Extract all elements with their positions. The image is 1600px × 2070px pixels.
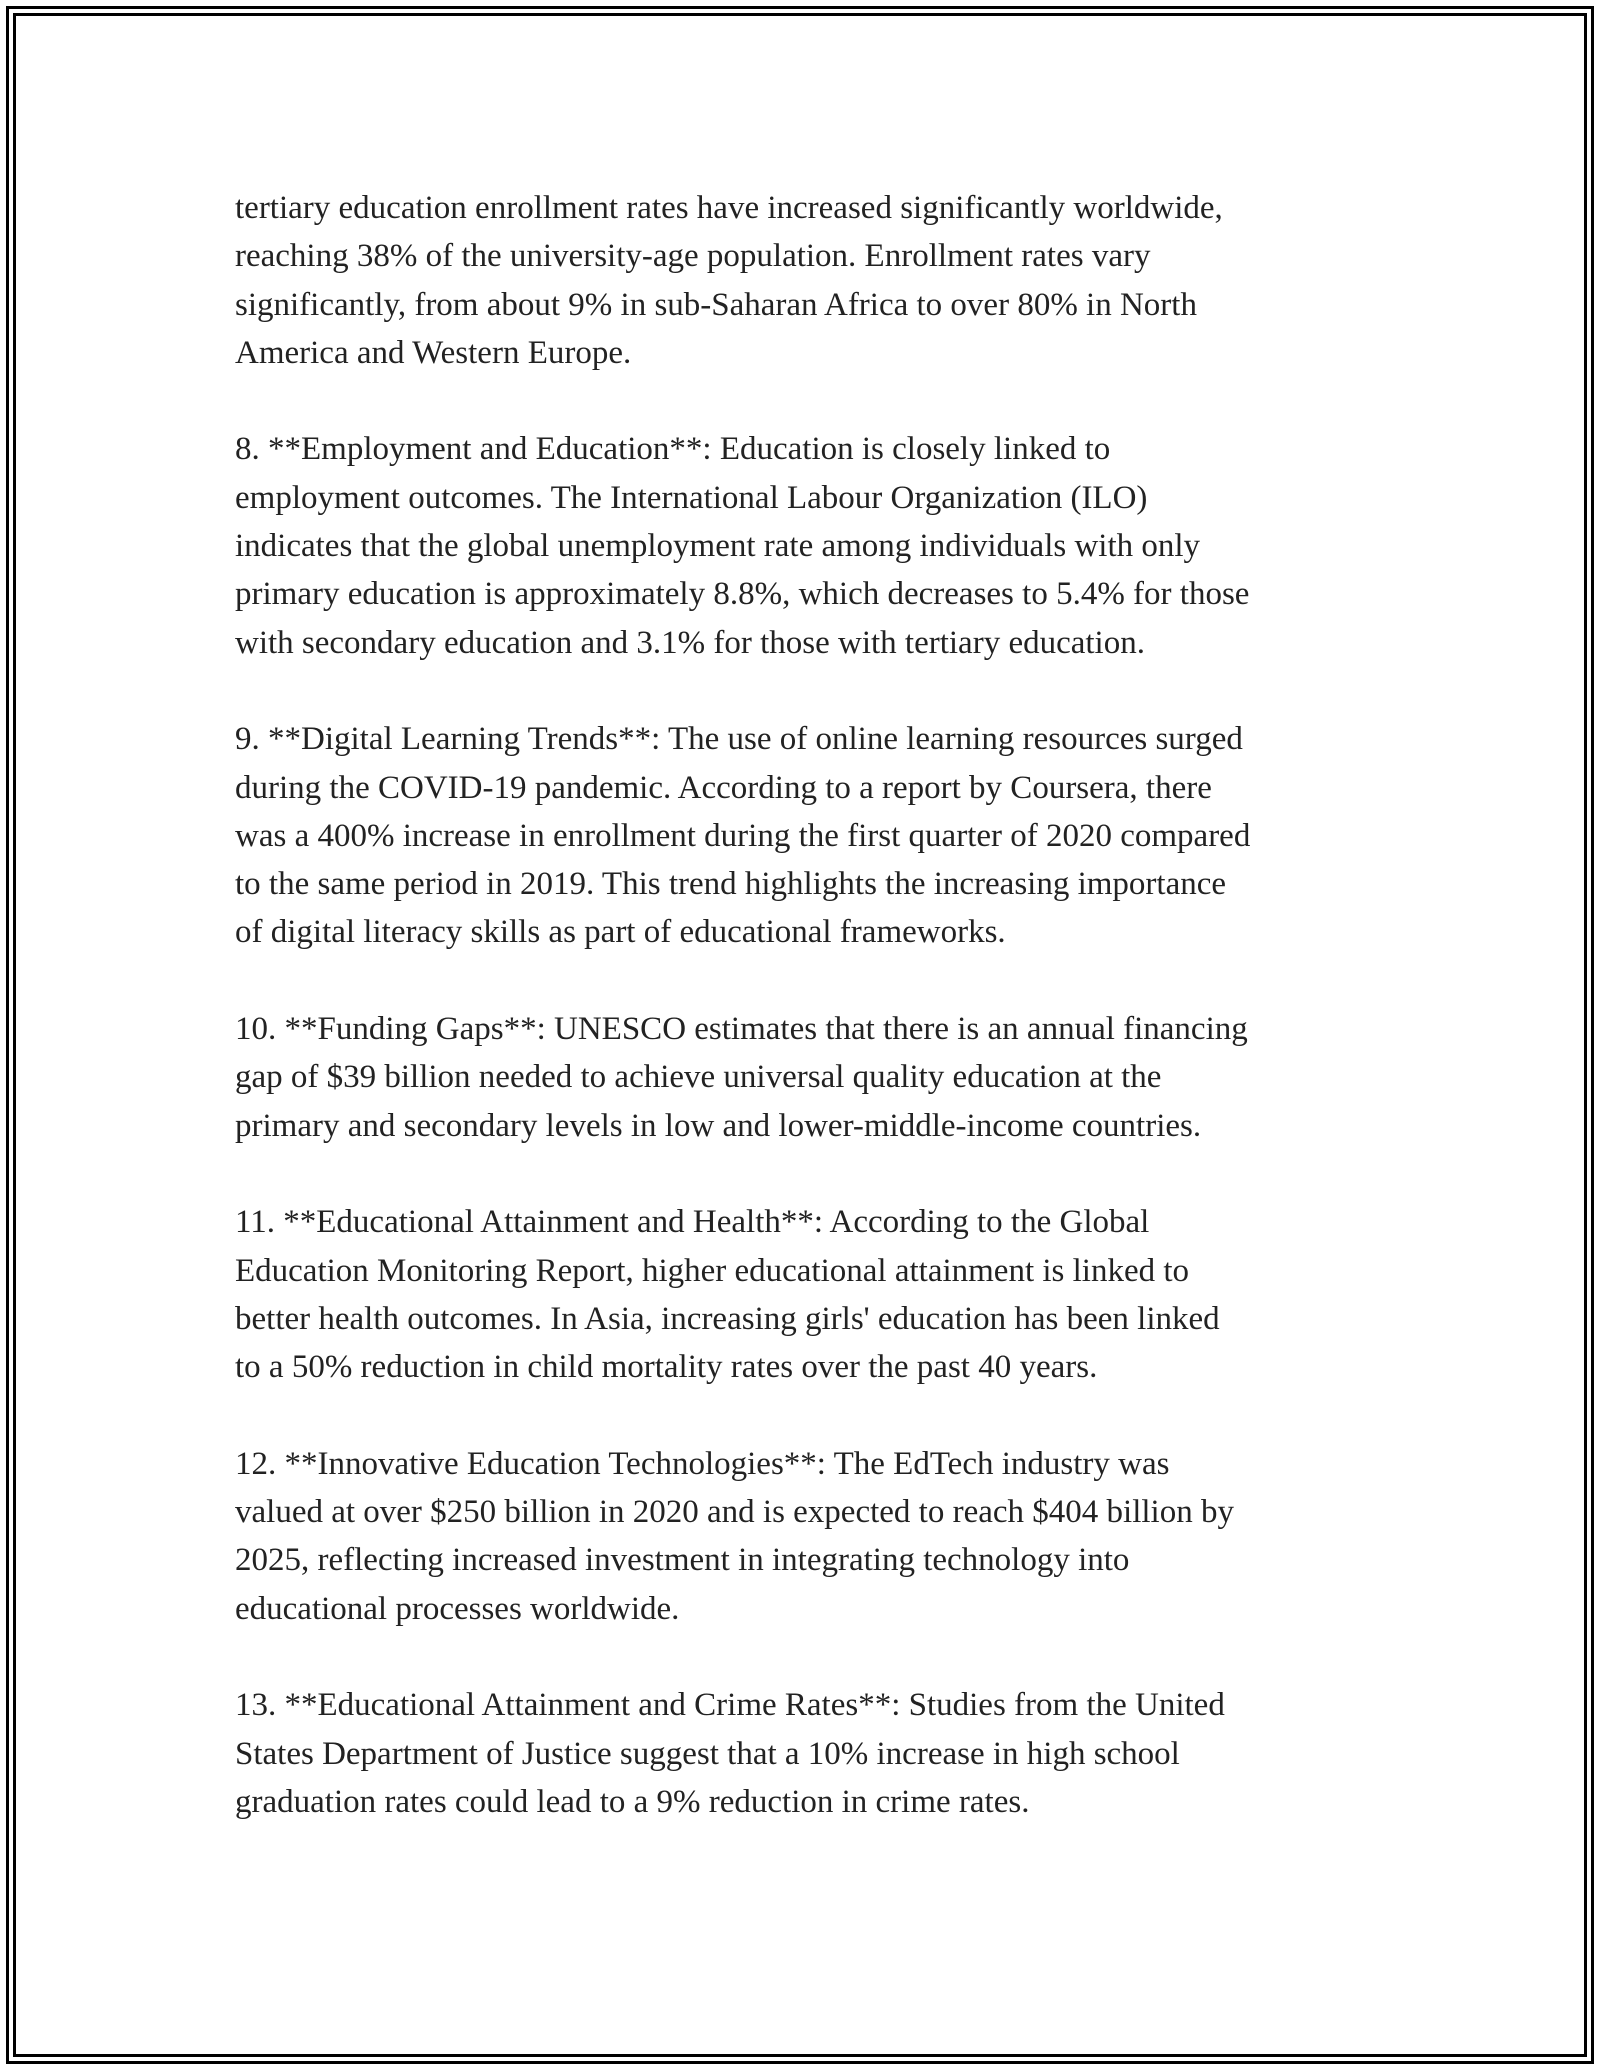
paragraph-tertiary-enrollment — [235, 184, 1380, 377]
text-line: to the same period in 2019. This trend highlights the increasing importance — [235, 866, 1227, 903]
text-line: significantly, from about 9% in sub-Saharan Africa to over 80% in North — [235, 286, 1197, 323]
text-line: was a 400% increase in enrollment during the first quarter of 2020 compared — [235, 817, 1251, 854]
paragraph-attainment-health — [235, 1198, 1380, 1391]
text-line: graduation rates could lead to a 9% reduction in crime rates. — [235, 1783, 1030, 1820]
text-line: 2025, reflecting increased investment in integrating technology into — [235, 1542, 1130, 1579]
text-line: with secondary education and 3.1% for those with tertiary education. — [235, 624, 1145, 661]
text-line: to a 50% reduction in child mortality rates over the past 40 years. — [235, 1349, 1098, 1386]
text-line: 8. **Employment and Education**: Education is closely linked to — [235, 431, 1111, 468]
text-line: valued at over $250 billion in 2020 and is expected to reach $404 billion by — [235, 1494, 1234, 1531]
text-line: better health outcomes. In Asia, increasing girls' education has been linked — [235, 1300, 1220, 1337]
text-line: educational processes worldwide. — [235, 1590, 680, 1627]
text-line: reaching 38% of the university-age population. Enrollment rates vary — [235, 238, 1151, 275]
text-line: of digital literacy skills as part of educational frameworks. — [235, 914, 1006, 951]
paragraph-attainment-crime — [235, 1681, 1380, 1826]
text-line: Education Monitoring Report, higher educational attainment is linked to — [235, 1252, 1190, 1289]
text-line: 11. **Educational Attainment and Health**: According to the Global — [235, 1204, 1150, 1241]
text-line: during the COVID-19 pandemic. According to a report by Coursera, there — [235, 769, 1212, 806]
text-line: 13. **Educational Attainment and Crime Rates**: Studies from the United — [235, 1687, 1225, 1724]
text-line: 10. **Funding Gaps**: UNESCO estimates that there is an annual financing — [235, 1011, 1248, 1048]
paragraph-edtech — [235, 1440, 1380, 1633]
paragraph-digital-learning — [235, 715, 1380, 956]
text-line: primary education is approximately 8.8%, which decreases to 5.4% for those — [235, 576, 1250, 613]
text-line: States Department of Justice suggest that a 10% increase in high school — [235, 1735, 1180, 1772]
paragraph-employment-education — [235, 425, 1380, 666]
text-line: 9. **Digital Learning Trends**: The use of online learning resources surged — [235, 721, 1243, 758]
text-line: 12. **Innovative Education Technologies**: The EdTech industry was — [235, 1445, 1170, 1482]
text-line: tertiary education enrollment rates have increased significantly worldwide, — [235, 190, 1223, 226]
paragraph-funding-gaps — [235, 1005, 1380, 1150]
text-line: indicates that the global unemployment rate among individuals with only — [235, 528, 1201, 565]
document-body — [235, 184, 1380, 1874]
text-line: primary and secondary levels in low and lower-middle-income countries. — [235, 1107, 1202, 1144]
text-line: America and Western Europe. — [235, 334, 632, 371]
text-line: gap of $39 billion needed to achieve universal quality education at the — [235, 1059, 1162, 1096]
text-line: employment outcomes. The International Labour Organization (ILO) — [235, 479, 1148, 516]
